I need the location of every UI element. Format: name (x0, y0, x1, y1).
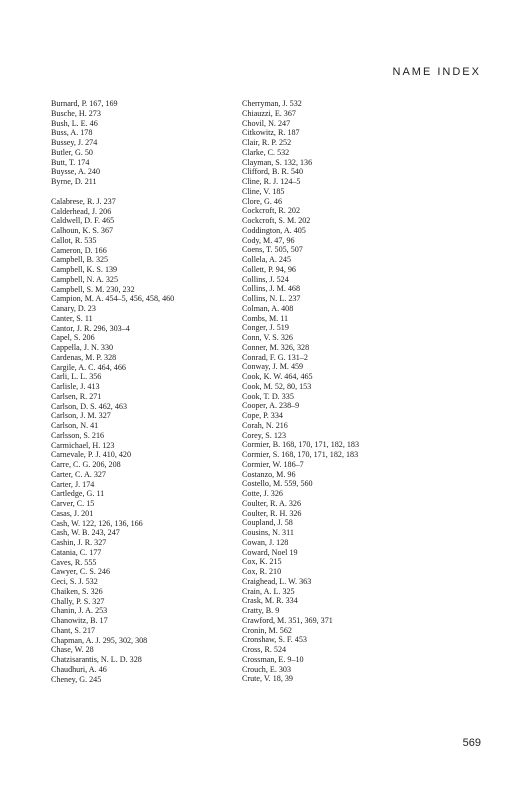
running-header: NAME INDEX (392, 66, 481, 78)
index-entry: Canary, D. 23 (51, 304, 96, 313)
index-entry: Chally, P. S. 327 (51, 596, 105, 606)
index-entry: Cousins, N. 311 (242, 528, 294, 537)
index-entry: Collins, J. M. 468 (242, 284, 301, 294)
index-entry: Cash, W. 122, 126, 136, 166 (51, 518, 143, 528)
index-entry: Busche, H. 273 (51, 108, 101, 118)
index-entry: Cope, P. 334 (242, 411, 283, 420)
index-entry: Combs, M. 11 (242, 313, 289, 323)
index-entry: Carlsson, S. 216 (51, 430, 105, 440)
index-entry: Conway, J. M. 459 (242, 362, 304, 372)
index-entry: Butt, T. 174 (51, 157, 90, 167)
index-entry: Chiauzzi, E. 367 (242, 108, 296, 118)
index-entry: Burnard, P. 167, 169 (51, 99, 118, 108)
index-entry: Cheney, G. 245 (51, 674, 102, 684)
index-entry: Carlisle, J. 413 (51, 382, 100, 391)
index-entry: Clifford, B. R. 540 (242, 167, 304, 177)
index-entry: Byrne, D. 211 (51, 177, 97, 186)
index-entry: Clayman, S. 132, 136 (242, 157, 313, 167)
index-entry: Cormier, W. 186–7 (242, 459, 304, 469)
index-entry: Capel, S. 206 (51, 333, 95, 343)
index-entry: Cartledge, G. 11 (51, 489, 105, 499)
letter-group-gap (51, 187, 231, 197)
index-entry: Chovil, N. 247 (242, 118, 291, 128)
index-entry: Campbell, K. S. 139 (51, 265, 118, 274)
index-entry: Carmichael, H. 123 (51, 440, 115, 450)
index-entry: Ceci, S. J. 532 (51, 577, 98, 586)
index-entry: Butler, G. 50 (51, 147, 93, 157)
index-entry: Collins, N. L. 237 (242, 294, 301, 303)
index-entry: Cronshaw, S. F. 453 (242, 635, 307, 645)
index-entry: Crask, M. R. 334 (242, 596, 298, 606)
index-entry: Coward, Noel 19 (242, 547, 298, 557)
index-entry: Cox, K. 215 (242, 557, 282, 567)
index-entry: Carli, L. L. 356 (51, 372, 102, 382)
index-entry: Crossman, E. 9–10 (242, 654, 304, 664)
index-entry: Collela, A. 245 (242, 255, 292, 264)
index-entry: Costanzo, M. 96 (242, 469, 296, 479)
index-entry: Carter, C. A. 327 (51, 469, 106, 479)
index-entry: Clair, R. P. 252 (242, 138, 292, 147)
page-number: 569 (462, 737, 481, 749)
index-entry: Cockcroft, S. M. 202 (242, 216, 311, 225)
index-entry: Catania, C. 177 (51, 547, 102, 557)
index-entry: Bush, L. E. 46 (51, 118, 98, 128)
index-entry: Carlsen, R. 271 (51, 391, 102, 401)
index-entry: Carlson, N. 41 (51, 421, 99, 430)
index-entry: Conn, V. S. 326 (242, 333, 293, 342)
index-entry: Cappella, J. N. 330 (51, 343, 114, 352)
index-entry: Cowan, J. 128 (242, 537, 289, 547)
index-entry: Buss, A. 178 (51, 128, 93, 138)
index-entry: Coddington, A. 405 (242, 225, 306, 235)
index-entry: Cooper, A. 238–9 (242, 401, 300, 411)
index-entry: Cherryman, J. 532 (242, 99, 302, 108)
index-entry: Cawyer, C. S. 246 (51, 567, 111, 577)
index-entry: Cantor, J. R. 296, 303–4 (51, 323, 130, 333)
index-entry: Carver, C. 15 (51, 499, 95, 508)
index-entry: Cashin, J. R. 327 (51, 538, 107, 547)
index-entry: Collins, J. 524 (242, 274, 289, 284)
index-entry: Cormier, B. 168, 170, 171, 182, 183 (242, 440, 360, 450)
index-entry: Chaiken, S. 326 (51, 586, 103, 596)
index-entry: Coulter, R. A. 326 (242, 498, 302, 508)
index-entry: Caves, R. 555 (51, 557, 97, 567)
index-entry: Cockcroft, R. 202 (242, 206, 300, 216)
index-column-left (51, 99, 231, 684)
index-entry: Craighead, L. W. 363 (242, 576, 312, 586)
index-entry: Chapman, A. J. 295, 302, 308 (51, 635, 148, 645)
index-entry: Chase, W. 28 (51, 645, 94, 655)
index-entry: Costello, M. 559, 560 (242, 479, 313, 489)
index-entry: Cook, T. D. 335 (242, 391, 294, 401)
index-entry: Cook, M. 52, 80, 153 (242, 381, 312, 391)
index-entry: Clore, G. 46 (242, 196, 283, 206)
index-entry: Campbell, B. 325 (51, 255, 109, 265)
index-entry: Caldwell, D. F. 465 (51, 216, 115, 226)
index-entry: Callot, R. 535 (51, 235, 97, 245)
index-entry: Cook, K. W. 464, 465 (242, 372, 313, 381)
index-entry: Cargile, A. C. 464, 466 (51, 362, 126, 372)
index-entry: Campion, M. A. 454–5, 456, 458, 460 (51, 294, 175, 304)
index-entry: Conger, J. 519 (242, 323, 289, 333)
index-entry: Cash, W. B. 243, 247 (51, 528, 120, 538)
index-entry: Clarke, C. 532 (242, 147, 290, 157)
index-entry: Collett, P. 94, 96 (242, 264, 296, 274)
index-entry: Carlson, D. S. 462, 463 (51, 401, 127, 411)
index-entry: Carnevale, P. J. 410, 420 (51, 450, 132, 460)
index-entry: Crute, V. 18, 39 (242, 674, 293, 684)
index-entry: Casas, J. 201 (51, 508, 94, 518)
index-entry: Conrad, F. G. 131–2 (242, 352, 308, 362)
index-entry: Campbell, S. M. 230, 232 (51, 284, 135, 294)
index-entry: Calderhead, J. 206 (51, 206, 112, 216)
index-entry: Carre, C. G. 206, 208 (51, 460, 121, 469)
index-entry: Conner, M. 326, 328 (242, 342, 310, 352)
index-entry: Chaudhuri, A. 46 (51, 664, 107, 674)
index-entry: Colman, A. 408 (242, 303, 294, 313)
index-entry: Cody, M. 47, 96 (242, 235, 295, 245)
index-entry: Chanin, J. A. 253 (51, 606, 108, 616)
index-entry: Calhoun, K. S. 367 (51, 226, 114, 235)
index-entry: Calabrese, R. J. 237 (51, 196, 116, 206)
index-entry: Carter, J. 174 (51, 479, 95, 489)
index-entry: Coulter, R. H. 326 (242, 508, 302, 518)
index-entry: Cameron, D. 166 (51, 245, 107, 255)
index-entry: Bussey, J. 274 (51, 138, 98, 147)
index-entry: Cox, R. 210 (242, 567, 282, 576)
index-entry: Buysse, A. 240 (51, 167, 101, 177)
index-column-right (242, 99, 482, 684)
index-entry: Cratty, B. 9 (242, 606, 280, 615)
index-entry: Cronin, M. 562 (242, 625, 292, 635)
index-entry: Crawford, M. 351, 369, 371 (242, 615, 333, 625)
index-entry: Corey, S. 123 (242, 430, 286, 440)
index-entry: Cotte, J. 326 (242, 489, 283, 498)
index-entry: Canter, S. 11 (51, 313, 93, 323)
index-entry: Cardenas, M. P. 328 (51, 352, 117, 362)
index-entry: Carlson, J. M. 327 (51, 411, 111, 421)
index-entry: Corah, N. 216 (242, 420, 288, 430)
index-entry: Cline, V. 185 (242, 186, 285, 196)
index-entry: Coupland, J. 58 (242, 518, 293, 528)
index-entry: Crain, A. L. 325 (242, 586, 295, 596)
index-entry: Cormier, S. 168, 170, 171, 182, 183 (242, 450, 359, 459)
index-entry: Citkowitz, R. 187 (242, 128, 300, 138)
index-entry: Cline, R. J. 124–5 (242, 177, 301, 186)
index-entry: Campbell, N. A. 325 (51, 274, 118, 284)
index-entry: Chanowitz, B. 17 (51, 616, 108, 625)
index-entry: Coens, T. 505, 507 (242, 245, 303, 255)
index-entry: Cross, R. 524 (242, 645, 287, 654)
index-entry: Chatzisarantis, N. L. D. 328 (51, 655, 142, 664)
index-entry: Crouch, E. 303 (242, 664, 292, 674)
index-entry: Chant, S. 217 (51, 625, 96, 635)
